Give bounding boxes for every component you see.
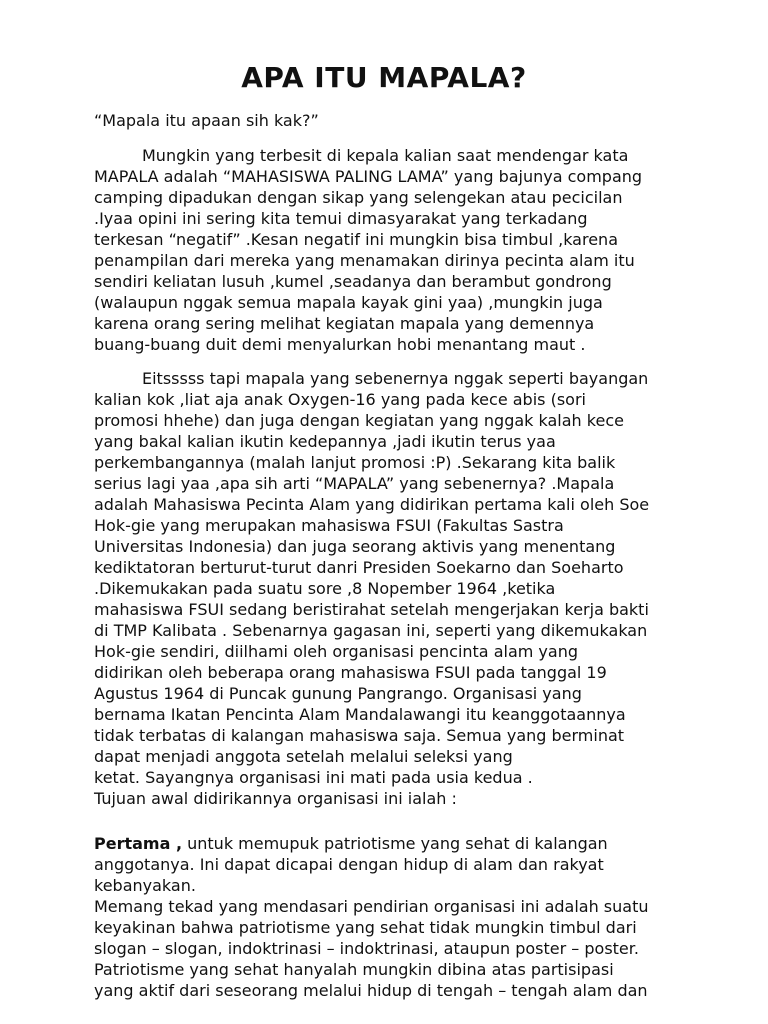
paragraph-3-line: Memang tekad yang mendasari pendirian organisasi ini adalah suatu <box>94 897 649 916</box>
paragraph-2-line: dapat menjadi anggota setelah melalui seleksi yang <box>94 747 513 766</box>
paragraph-2-line: serius lagi yaa ,apa sih arti “MAPALA” yang sebenernya? .Mapala <box>94 474 615 493</box>
paragraph-2-line: Tujuan awal didirikannya organisasi ini ialah : <box>94 789 457 808</box>
paragraph-2-line: tidak terbatas di kalangan mahasiswa saja. Semua yang berminat <box>94 726 625 745</box>
document-title: APA ITU MAPALA? <box>241 61 527 94</box>
paragraph-1-line: .Iyaa opini ini sering kita temui dimasyarakat yang terkadang <box>94 209 588 228</box>
paragraph-2-line: perkembangannya (malah lanjut promosi :P) .Sekarang kita balik <box>94 453 616 472</box>
paragraph-1-line: (walaupun nggak semua mapala kayak gini yaa) ,mungkin juga <box>94 293 603 312</box>
paragraph-2-line: di TMP Kalibata . Sebenarnya gagasan ini, seperti yang dikemukakan <box>94 621 648 640</box>
paragraph-1-line: karena orang sering melihat kegiatan mapala yang demennya <box>94 314 595 333</box>
paragraph-1-line: terkesan “negatif” .Kesan negatif ini mungkin bisa timbul ,karena <box>94 230 618 249</box>
opening-question: “Mapala itu apaan sih kak?” <box>94 111 319 130</box>
paragraph-1-line: penampilan dari mereka yang menamakan dirinya pecinta alam itu <box>94 251 635 270</box>
paragraph-3-line: Patriotisme yang sehat hanyalah mungkin dibina atas partisipasi <box>94 960 614 979</box>
paragraph-1-line: MAPALA adalah “MAHASISWA PALING LAMA” yang bajunya compang <box>94 167 643 186</box>
paragraph-2-line: Universitas Indonesia) dan juga seorang aktivis yang menentang <box>94 537 616 556</box>
pertama-text: untuk memupuk patriotisme yang sehat di kalangan <box>182 834 608 853</box>
paragraph-2-line: yang bakal kalian ikutin kedepannya ,jadi ikutin terus yaa <box>94 432 556 451</box>
paragraph-3-line: slogan – slogan, indoktrinasi – indoktrinasi, ataupun poster – poster. <box>94 939 639 958</box>
paragraph-2-line: .Dikemukakan pada suatu sore ,8 Nopember 1964 ,ketika <box>94 579 556 598</box>
paragraph-2-line: mahasiswa FSUI sedang beristirahat setelah mengerjakan kerja bakti <box>94 600 649 619</box>
paragraph-2-line: Eitsssss tapi mapala yang sebenernya nggak seperti bayangan <box>142 369 649 388</box>
paragraph-2-line: Hok-gie sendiri, diilhami oleh organisasi pencinta alam yang <box>94 642 578 661</box>
pertama-label: Pertama , <box>94 834 183 853</box>
paragraph-2-line: bernama Ikatan Pencinta Alam Mandalawangi itu keanggotaannya <box>94 705 626 724</box>
paragraph-1-line: camping dipadukan dengan sikap yang selengekan atau pecicilan <box>94 188 623 207</box>
paragraph-2-line: promosi hhehe) dan juga dengan kegiatan yang nggak kalah kece <box>94 411 624 430</box>
pertama-line <box>94 833 608 854</box>
paragraph-1-line: sendiri keliatan lusuh ,kumel ,seadanya dan berambut gondrong <box>94 272 612 291</box>
paragraph-2-line: Agustus 1964 di Puncak gunung Pangrango. Organisasi yang <box>94 684 582 703</box>
paragraph-3-line: anggotanya. Ini dapat dicapai dengan hidup di alam dan rakyat <box>94 855 604 874</box>
paragraph-2-line: ketat. Sayangnya organisasi ini mati pada usia kedua . <box>94 768 533 787</box>
paragraph-3-line: keyakinan bahwa patriotisme yang sehat tidak mungkin timbul dari <box>94 918 637 937</box>
paragraph-2-line: adalah Mahasiswa Pecinta Alam yang didirikan pertama kali oleh Soe <box>94 495 650 514</box>
paragraph-2-line: kalian kok ,liat aja anak Oxygen-16 yang pada kece abis (sori <box>94 390 586 409</box>
paragraph-1-line: Mungkin yang terbesit di kepala kalian saat mendengar kata <box>142 146 629 165</box>
paragraph-2-line: Hok-gie yang merupakan mahasiswa FSUI (Fakultas Sastra <box>94 516 564 535</box>
paragraph-3-line: kebanyakan. <box>94 876 196 895</box>
paragraph-2-line: kediktatoran berturut-turut danri Presiden Soekarno dan Soeharto <box>94 558 624 577</box>
paragraph-2-line: didirikan oleh beberapa orang mahasiswa FSUI pada tanggal 19 <box>94 663 607 682</box>
paragraph-1-line: buang-buang duit demi menyalurkan hobi menantang maut . <box>94 335 586 354</box>
paragraph-3-line: yang aktif dari seseorang melalui hidup di tengah – tengah alam dan <box>94 981 648 1000</box>
